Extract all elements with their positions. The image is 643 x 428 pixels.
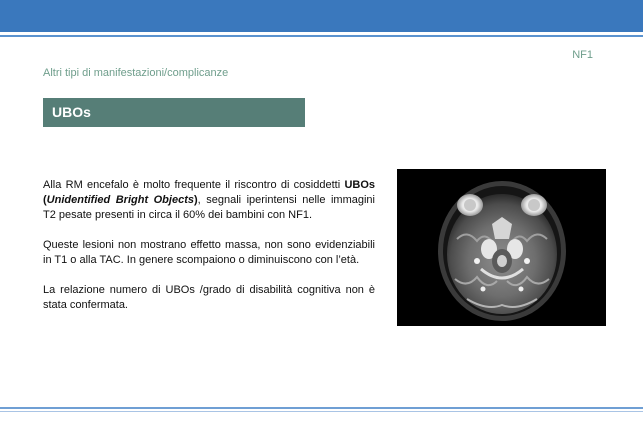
top-divider [0, 35, 643, 37]
mri-image [397, 169, 606, 326]
body-text [43, 178, 375, 328]
bottom-divider [0, 407, 643, 409]
paragraph-2: Queste lesioni non mostrano effetto massa, non sono evidenziabili in T1 o alla TAC. In genere scompaiono o diminuiscono con l’età. [43, 239, 375, 266]
top-banner [0, 0, 643, 32]
ubos-close: ) [193, 194, 198, 206]
slide-subtitle: Altri tipi di manifestazioni/complicanze [43, 67, 229, 79]
paragraph-1-part2: , segnali iperintensi nelle immagini T2 pesate presenti in circa il 60% dei bambini con NF1. [43, 194, 375, 221]
paragraph-3: La relazione numero di UBOs /grado di disabilità cognitiva non è stata confermata. [43, 284, 375, 311]
slide-tag: NF1 [572, 49, 593, 61]
bottom-divider-thin [0, 411, 643, 412]
paragraph-1-part1: Alla RM encefalo è molto frequente il riscontro di cosiddetti [43, 179, 345, 191]
section-title-box [43, 98, 305, 127]
paragraph-1 [43, 178, 375, 223]
brain-mri-scan [397, 169, 606, 326]
ubos-term: UBOs ( [43, 179, 375, 206]
section-title: UBOs [52, 104, 91, 120]
ubos-expansion: Unidentified Bright Objects [46, 194, 194, 206]
